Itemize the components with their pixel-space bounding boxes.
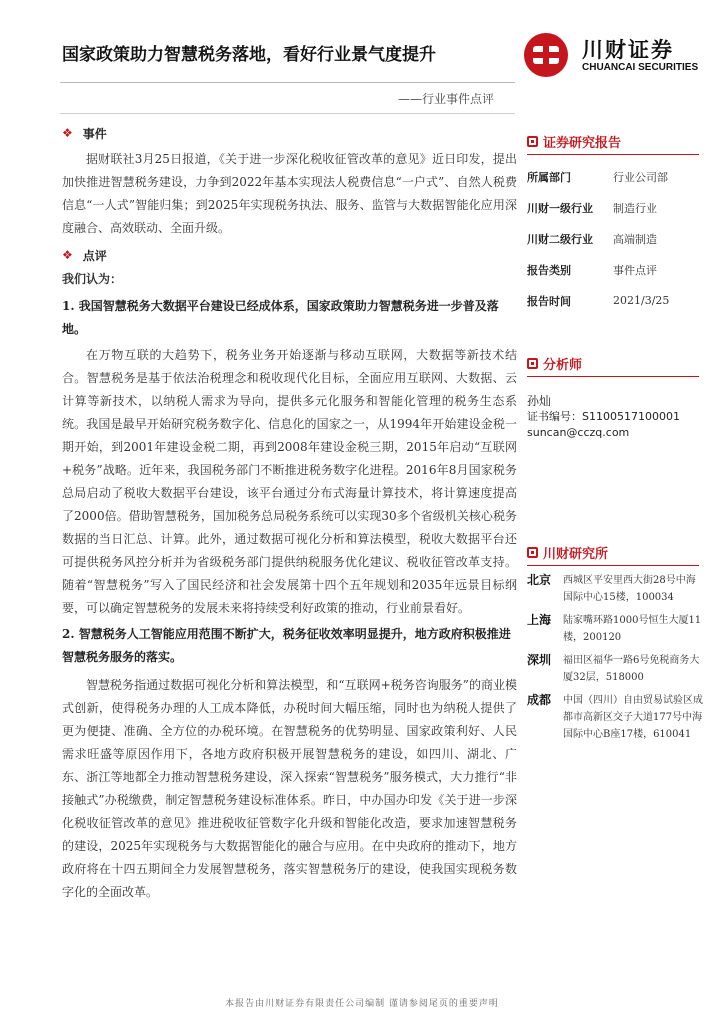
report-icon bbox=[527, 136, 538, 147]
info-row bbox=[527, 285, 707, 316]
institute-icon bbox=[527, 547, 538, 558]
office-address: 陆家嘴环路1000号恒生大厦11楼，200120 bbox=[563, 615, 702, 643]
info-label: 报告时间 bbox=[527, 294, 571, 308]
info-value: 高端制造 bbox=[613, 232, 657, 246]
point-1-paragraph: 在万物互联的大趋势下，税务业务开始逐渐与移动互联网，大数据等新技术结合。智慧税务是基于依法治税理念和税收现代化目标，全面应用互联网、大数据、云计算等新技术，以纳税人需求为导向，提供多元化服务和智能化管理的税务生态系统。我国是最早开始研究税务数字化、信息化的国家之一，从1994年开始建设金税一期开始，到2001年建设金税二期，再到2008年建设金税三期，2015年启动“互联网+税务”战略。近年来，我国税务部门不断推进税务数字化进程。2016年8月国家税务总局启动了税收大数据平台建设，该平台通过分布式海量计算技术，将计算速度提高了2000倍。借助智慧税务，国加税务总局税务系统可以实现30多个省级机关核心税务数据的当日汇总、计算。此外，通过数据可视化分析和算法模型，税收大数据平台还可提供税务风控分析并为省级税务部门提供纳税服务优化建议、税收征管改革支持。随着“智慧税务”写入了国民经济和社会发展第十四个五年规划和2035年远景目标纲要，可以确定智慧税务的发展未来将持续受利好政策的推动，行业前景看好。 bbox=[62, 348, 517, 615]
report-heading-label: 证券研究报告 bbox=[543, 135, 622, 151]
office-city: 上海 bbox=[527, 613, 552, 627]
office-city: 深圳 bbox=[527, 653, 552, 667]
info-row bbox=[527, 192, 707, 223]
info-label: 川财二级行业 bbox=[527, 232, 593, 246]
office-item bbox=[527, 652, 707, 686]
info-label: 报告类别 bbox=[527, 263, 571, 277]
event-paragraph: 据财联社3月25日报道，《关于进一步深化税收征管改革的意见》近日印发，提出加快推进智慧税务建设，力争到2022年基本实现法人税费信息“一户式”、自然人税费信息“一人式”智能归集；到2025年实现税务执法、服务、监管与大数据智能化应用深度融合、高效联动、全面升级。 bbox=[62, 152, 517, 235]
info-row bbox=[527, 223, 707, 254]
main-content bbox=[62, 120, 517, 904]
analyst-heading-divider bbox=[527, 376, 699, 377]
point-2-paragraph: 智慧税务指通过数据可视化分析和算法模型，和“互联网+税务咨询服务”的商业模式创新，使得税务办理的人工成本降低，办税时间大幅压缩，同时也为纳税人提供了更为便捷、准确、全方位的办税环境。在智慧税务的优势明显、国家政策利好、人民需求旺盛等原因作用下，各地方政府积极开展智慧税务的建设，如四川、湖北、广东、浙江等地都全力推动智慧税务建设，深入探索“智慧税务”服务模式，大力推行“非接触式”办税缴费，制定智慧税务建设标准体系。昨日，中办国办印发《关于进一步深化税收征管改革的意见》推进税收征管数字化升级和智能化改造，要求加速智慧税务的建设，2025年实现税务与大数据智能化的融合与应用。在中央政府的推动下，地方政府将在十四五期间全力发展智慧税务，落实智慧税务厅的建设，使我国实现税务数字化的全面改革。 bbox=[62, 678, 517, 899]
report-section-heading bbox=[527, 130, 707, 152]
info-row bbox=[527, 254, 707, 285]
analyst-heading-label: 分析师 bbox=[543, 357, 583, 373]
analyst-block bbox=[527, 393, 707, 441]
diamond-bullet-icon: ❖ bbox=[62, 126, 73, 140]
analyst-email[interactable]: suncan@cczq.com bbox=[527, 426, 630, 439]
office-item bbox=[527, 572, 707, 606]
info-value: 事件点评 bbox=[613, 263, 657, 277]
diamond-bullet-icon: ❖ bbox=[62, 248, 73, 262]
analyst-cert: 证书编号：S1100517100001 bbox=[527, 410, 680, 423]
office-city: 北京 bbox=[527, 573, 552, 587]
sidebar bbox=[527, 130, 707, 749]
info-label: 川财一级行业 bbox=[527, 201, 593, 215]
subtitle-divider bbox=[60, 113, 515, 114]
office-address: 中国（四川）自由贸易试验区成都市高新区交子大道177号中海国际中心B座17楼，610041 bbox=[563, 695, 703, 740]
comment-section-heading bbox=[62, 242, 517, 268]
office-city: 成都 bbox=[527, 693, 552, 707]
event-section-heading bbox=[62, 120, 517, 146]
report-heading-divider bbox=[527, 154, 699, 155]
institute-section-heading bbox=[527, 541, 707, 563]
point-1-heading: 1. 我国智慧税务大数据平台建设已经成体系，国家政策助力智慧税务进一步普及落地。 bbox=[62, 299, 499, 336]
office-address: 福田区福华一路6号免税商务大厦32层，518000 bbox=[563, 655, 700, 683]
page-title: 国家政策助力智慧税务落地，看好行业景气度提升 bbox=[62, 45, 436, 65]
title-divider bbox=[60, 82, 515, 83]
company-logo bbox=[524, 33, 699, 77]
point-2-heading: 2. 智慧税务人工智能应用范围不断扩大，税务征收效率明显提升，地方政府积极推进智慧税务服务的落实。 bbox=[62, 627, 511, 664]
logo-name-cn: 川财证券 bbox=[582, 38, 674, 62]
institute-heading-divider bbox=[527, 565, 699, 566]
office-item bbox=[527, 612, 707, 646]
analyst-icon bbox=[527, 358, 538, 369]
page-footer: 本报告由川财证券有限责任公司编制 谨请参阅尾页的重要声明 bbox=[225, 999, 499, 1009]
office-list bbox=[527, 572, 707, 743]
office-address: 西城区平安里西大街28号中海国际中心15楼，100034 bbox=[563, 575, 696, 603]
analyst-section-heading bbox=[527, 352, 707, 374]
info-label: 所属部门 bbox=[527, 170, 571, 184]
logo-mark-icon bbox=[524, 33, 568, 77]
institute-heading-label: 川财研究所 bbox=[543, 546, 609, 562]
info-row bbox=[527, 161, 707, 192]
we-think-label: 我们认为： bbox=[62, 272, 123, 286]
analyst-name: 孙灿 bbox=[527, 394, 552, 408]
office-item bbox=[527, 692, 707, 743]
comment-heading-label: 点评 bbox=[82, 248, 107, 263]
logo-name-en: CHUANCAI SECURITIES bbox=[582, 62, 699, 73]
info-value: 制造行业 bbox=[613, 201, 657, 215]
info-value: 行业公司部 bbox=[613, 170, 668, 184]
page-subtitle: ——行业事件点评 bbox=[398, 92, 495, 106]
event-heading-label: 事件 bbox=[82, 126, 107, 141]
report-info-list bbox=[527, 161, 707, 316]
info-value: 2021/3/25 bbox=[613, 294, 670, 307]
